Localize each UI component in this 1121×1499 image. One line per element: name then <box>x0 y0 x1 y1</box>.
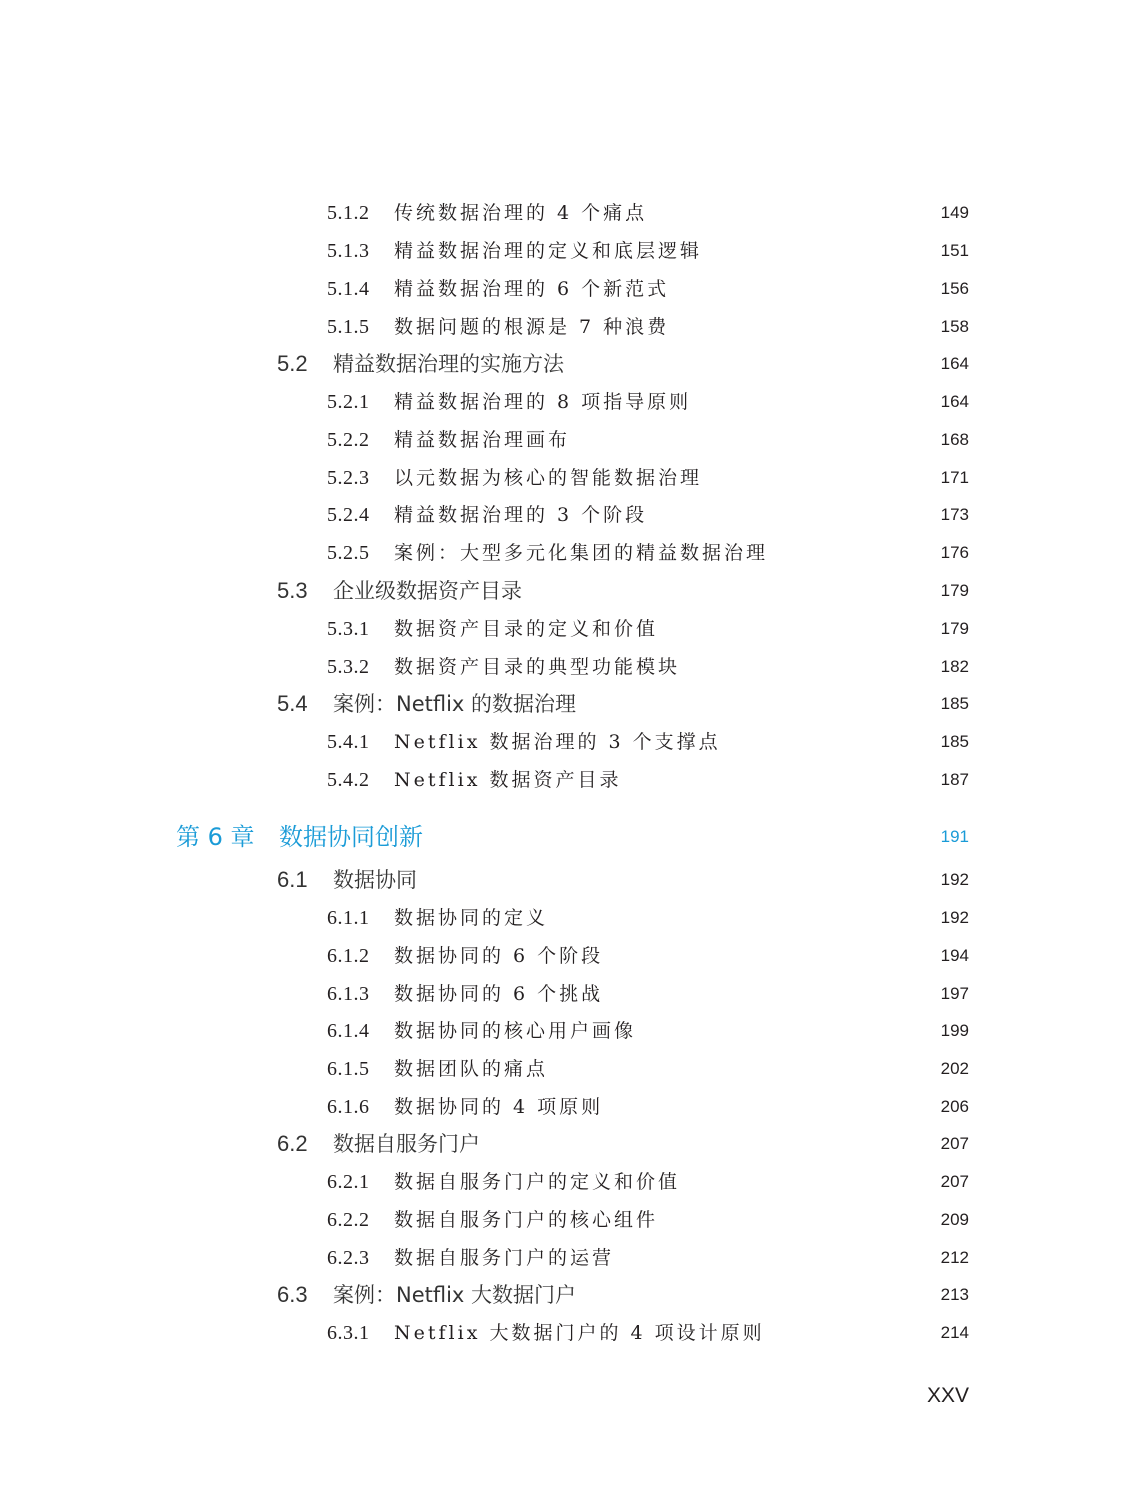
entry-page: 173 <box>940 505 969 524</box>
section-number: 5.2 <box>277 351 308 376</box>
toc-section[interactable] <box>0 1277 1121 1313</box>
toc-section[interactable] <box>0 573 1121 609</box>
toc-entry[interactable] <box>0 422 1121 458</box>
entry-number: 5.3.1 <box>327 618 370 640</box>
section-title: 数据自服务门户 <box>333 1132 480 1156</box>
entry-title: 数据团队的痛点 <box>394 1058 549 1080</box>
entry-number: 5.1.4 <box>327 278 370 300</box>
entry-number: 6.1.6 <box>327 1096 370 1118</box>
entry-title: Netflix 大数据门户的 4 项设计原则 <box>394 1322 765 1344</box>
entry-page: 164 <box>940 392 969 411</box>
section-number: 5.3 <box>277 578 308 603</box>
section-page: 207 <box>940 1134 969 1153</box>
section-number: 5.4 <box>277 691 308 716</box>
entry-number: 6.2.3 <box>327 1247 370 1269</box>
section-page: 213 <box>940 1285 969 1304</box>
toc-section[interactable] <box>0 1126 1121 1162</box>
entry-page: 149 <box>940 203 969 222</box>
entry-number: 5.1.5 <box>327 316 370 338</box>
entry-title: 精益数据治理的 3 个阶段 <box>394 504 648 526</box>
section-title: 企业级数据资产目录 <box>333 579 522 603</box>
entry-number: 6.1.4 <box>327 1020 370 1042</box>
entry-title: 精益数据治理画布 <box>394 429 571 451</box>
entry-number: 5.1.3 <box>327 240 370 262</box>
entry-page: 207 <box>940 1172 969 1191</box>
entry-number: 6.1.5 <box>327 1058 370 1080</box>
chapter-title: 数据协同创新 <box>279 823 423 851</box>
toc-entry[interactable] <box>0 1240 1121 1276</box>
toc-entry[interactable] <box>0 762 1121 798</box>
entry-number: 6.3.1 <box>327 1322 370 1344</box>
toc-entry[interactable] <box>0 1164 1121 1200</box>
toc-entry[interactable] <box>0 309 1121 345</box>
entry-number: 5.3.2 <box>327 656 370 678</box>
entry-number: 6.1.1 <box>327 907 370 929</box>
section-number: 6.1 <box>277 867 308 892</box>
entry-title: 数据资产目录的定义和价值 <box>394 618 659 640</box>
section-page: 179 <box>940 581 969 600</box>
entry-page: 202 <box>940 1059 969 1078</box>
toc-entry[interactable] <box>0 384 1121 420</box>
entry-page: 168 <box>940 430 969 449</box>
entry-title: 精益数据治理的 8 项指导原则 <box>394 391 692 413</box>
toc-entry[interactable] <box>0 1315 1121 1351</box>
entry-title: Netflix 数据治理的 3 个支撑点 <box>394 731 721 753</box>
entry-title: 案例：大型多元化集团的精益数据治理 <box>394 542 769 564</box>
toc-entry[interactable] <box>0 1051 1121 1087</box>
entry-number: 5.1.2 <box>327 202 370 224</box>
entry-page: 185 <box>940 732 969 751</box>
chapter-number: 第 6 章 <box>176 823 255 851</box>
entry-number: 5.2.1 <box>327 391 370 413</box>
toc-entry[interactable] <box>0 976 1121 1012</box>
entry-page: 156 <box>940 279 969 298</box>
entry-title: 数据协同的 4 项原则 <box>394 1096 604 1118</box>
toc-entry[interactable] <box>0 271 1121 307</box>
entry-title: 数据自服务门户的定义和价值 <box>394 1171 681 1193</box>
entry-number: 5.4.1 <box>327 731 370 753</box>
section-title: 案例：Netflix 的数据治理 <box>333 692 577 716</box>
entry-title: 精益数据治理的定义和底层逻辑 <box>394 240 703 262</box>
entry-page: 182 <box>940 657 969 676</box>
entry-page: 199 <box>940 1021 969 1040</box>
entry-number: 5.2.4 <box>327 504 370 526</box>
chapter-page: 191 <box>940 827 969 846</box>
section-number: 6.3 <box>277 1282 308 1307</box>
section-page: 164 <box>940 354 969 373</box>
toc-entry[interactable] <box>0 611 1121 647</box>
toc-entry[interactable] <box>0 1202 1121 1238</box>
toc-section[interactable] <box>0 862 1121 898</box>
entry-title: 数据协同的 6 个挑战 <box>394 983 604 1005</box>
entry-page: 179 <box>940 619 969 638</box>
entry-title: 精益数据治理的 6 个新范式 <box>394 278 670 300</box>
entry-number: 5.4.2 <box>327 769 370 791</box>
entry-number: 6.1.3 <box>327 983 370 1005</box>
toc-chapter[interactable] <box>0 815 1121 859</box>
entry-page: 187 <box>940 770 969 789</box>
entry-title: 以元数据为核心的智能数据治理 <box>394 467 703 489</box>
toc-entry[interactable] <box>0 649 1121 685</box>
toc-entry[interactable] <box>0 1013 1121 1049</box>
entry-title: 数据资产目录的典型功能模块 <box>394 656 681 678</box>
section-title: 数据协同 <box>333 868 417 892</box>
section-title: 案例：Netflix 大数据门户 <box>333 1283 577 1307</box>
entry-title: 数据协同的定义 <box>394 907 549 929</box>
entry-page: 158 <box>940 317 969 336</box>
entry-title: 数据协同的核心用户画像 <box>394 1020 637 1042</box>
entry-page: 192 <box>940 908 969 927</box>
toc-entry[interactable] <box>0 497 1121 533</box>
toc-entry[interactable] <box>0 938 1121 974</box>
toc-entry[interactable] <box>0 900 1121 936</box>
entry-title: 数据协同的 6 个阶段 <box>394 945 604 967</box>
toc-entry[interactable] <box>0 233 1121 269</box>
section-page: 192 <box>940 870 969 889</box>
toc-entry[interactable] <box>0 535 1121 571</box>
entry-number: 6.1.2 <box>327 945 370 967</box>
entry-page: 194 <box>940 946 969 965</box>
entry-number: 5.2.3 <box>327 467 370 489</box>
toc-entry[interactable] <box>0 460 1121 496</box>
toc-entry[interactable] <box>0 1089 1121 1125</box>
entry-number: 6.2.2 <box>327 1209 370 1231</box>
section-page: 185 <box>940 694 969 713</box>
entry-title: 数据问题的根源是 7 种浪费 <box>394 316 670 338</box>
entry-title: 数据自服务门户的运营 <box>394 1247 615 1269</box>
entry-page: 212 <box>940 1248 969 1267</box>
entry-number: 5.2.5 <box>327 542 370 564</box>
entry-title: Netflix 数据资产目录 <box>394 769 622 791</box>
entry-page: 151 <box>940 241 969 260</box>
section-title: 精益数据治理的实施方法 <box>333 352 564 376</box>
entry-page: 176 <box>940 543 969 562</box>
entry-title: 数据自服务门户的核心组件 <box>394 1209 659 1231</box>
toc-entry[interactable] <box>0 195 1121 231</box>
page-folio: XXV <box>926 1384 969 1407</box>
entry-number: 6.2.1 <box>327 1171 370 1193</box>
toc-entry[interactable] <box>0 724 1121 760</box>
toc-section[interactable] <box>0 346 1121 382</box>
entry-page: 209 <box>940 1210 969 1229</box>
entry-page: 171 <box>940 468 969 487</box>
entry-title: 传统数据治理的 4 个痛点 <box>394 202 648 224</box>
section-number: 6.2 <box>277 1131 308 1156</box>
toc-section[interactable] <box>0 686 1121 722</box>
entry-number: 5.2.2 <box>327 429 370 451</box>
entry-page: 206 <box>940 1097 969 1116</box>
entry-page: 197 <box>940 984 969 1003</box>
entry-page: 214 <box>940 1323 969 1342</box>
